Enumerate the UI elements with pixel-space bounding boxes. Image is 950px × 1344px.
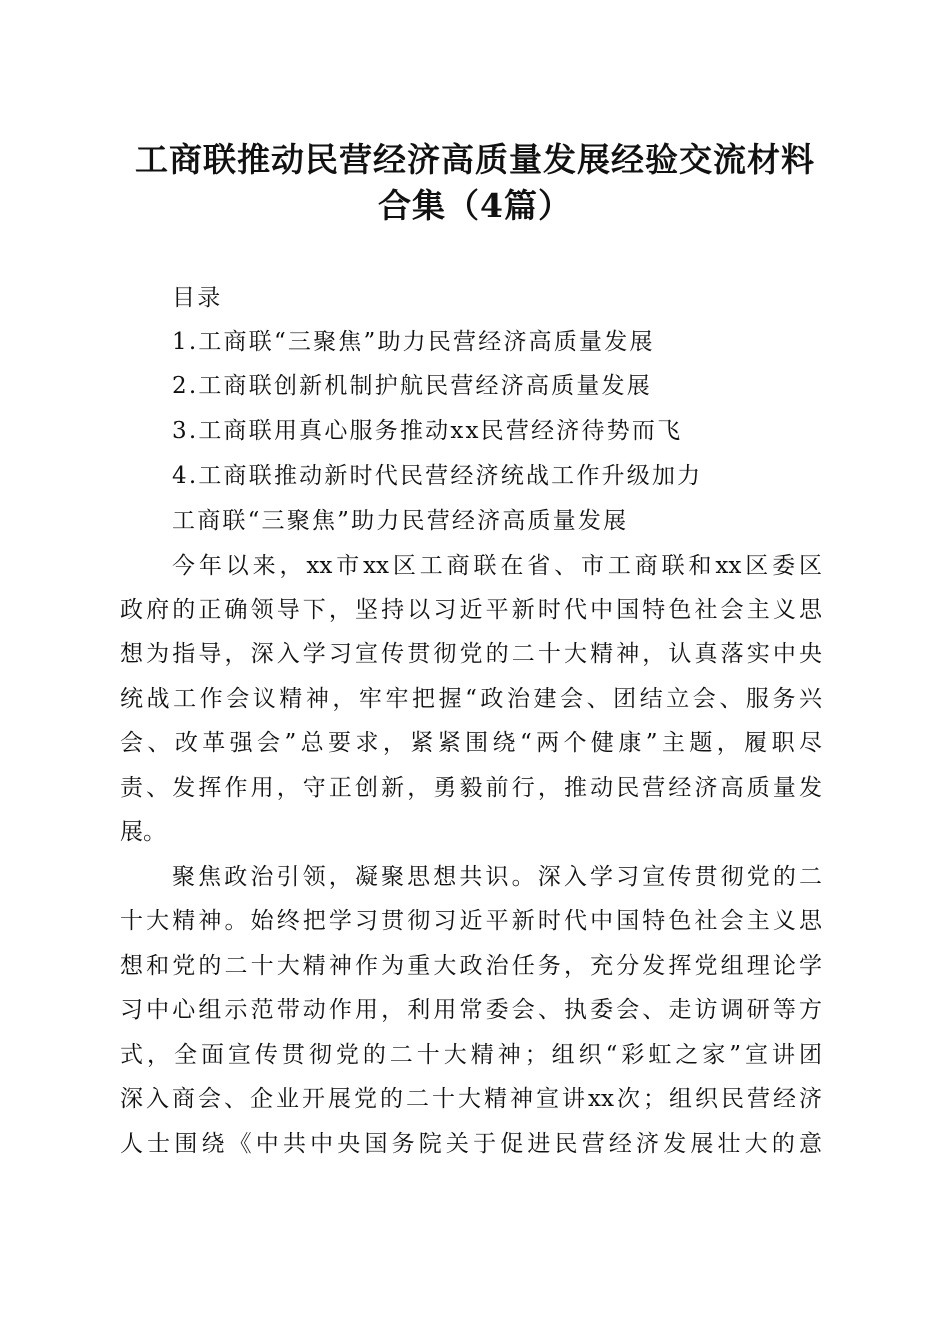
paragraph-1-line: 政府的正确领导下，坚持以习近平新时代中国特色社会主义思 — [120, 597, 822, 623]
paragraph-2-line: 深入商会、企业开展党的二十大精神宣讲xx次；组织民营经济 — [120, 1086, 822, 1112]
paragraph-2-line: 式，全面宣传贯彻党的二十大精神；组织“彩虹之家”宣讲团 — [120, 1042, 822, 1068]
document-title-line-2: 合集（4篇） — [378, 186, 572, 225]
toc-item-1: 1.工商联“三聚焦”助力民营经济高质量发展 — [172, 329, 655, 355]
paragraph-1-line: 想为指导，深入学习宣传贯彻党的二十大精神，认真落实中央 — [120, 641, 822, 667]
paragraph-1-line: 会、改革强会”总要求，紧紧围绕“两个健康”主题，履职尽 — [120, 730, 822, 756]
document-title-line-1: 工商联推动民营经济高质量发展经验交流材料 — [135, 140, 815, 179]
section-heading: 工商联“三聚焦”助力民营经济高质量发展 — [172, 508, 629, 534]
paragraph-2-line: 想和党的二十大精神作为重大政治任务，充分发挥党组理论学 — [120, 953, 822, 979]
paragraph-2-line: 聚焦政治引领，凝聚思想共识。深入学习宣传贯彻党的二 — [172, 864, 822, 890]
paragraph-1-line: 责、发挥作用，守正创新，勇毅前行，推动民营经济高质量发 — [120, 775, 822, 801]
paragraph-2-line: 十大精神。始终把学习贯彻习近平新时代中国特色社会主义思 — [120, 908, 822, 934]
toc-item-2: 2.工商联创新机制护航民营经济高质量发展 — [172, 373, 652, 399]
toc-item-3: 3.工商联用真心服务推动xx民营经济待势而飞 — [172, 418, 683, 444]
toc-heading: 目录 — [172, 285, 223, 311]
paragraph-1-line: 今年以来，xx市xx区工商联在省、市工商联和xx区委区 — [172, 553, 822, 579]
paragraph-1-line: 展。 — [120, 819, 166, 845]
paragraph-2-line: 习中心组示范带动作用，利用常委会、执委会、走访调研等方 — [120, 997, 822, 1023]
paragraph-2-line: 人士围绕《中共中央国务院关于促进民营经济发展壮大的意 — [120, 1131, 822, 1157]
toc-item-4: 4.工商联推动新时代民营经济统战工作升级加力 — [172, 463, 703, 489]
paragraph-1-line: 统战工作会议精神，牢牢把握“政治建会、团结立会、服务兴 — [120, 686, 822, 712]
